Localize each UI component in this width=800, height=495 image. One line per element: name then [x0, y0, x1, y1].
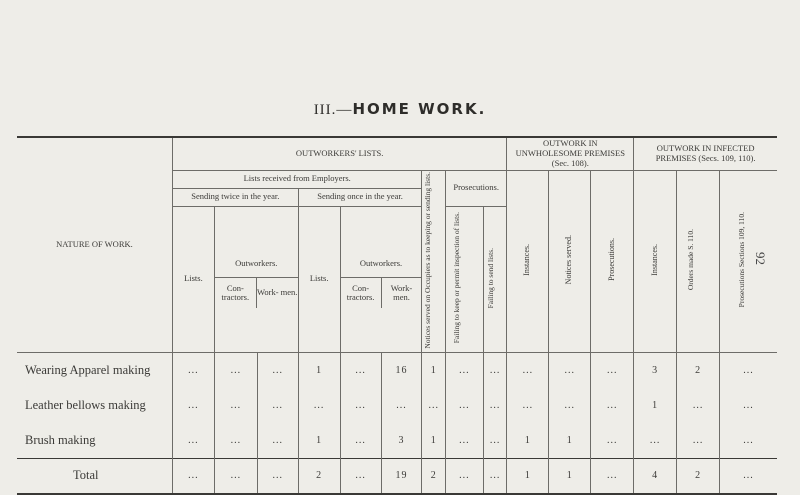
total-label: Total: [17, 458, 172, 494]
cell: ...: [445, 423, 483, 459]
cell: ...: [591, 352, 634, 388]
cell: ...: [422, 388, 446, 423]
cell: 2: [298, 458, 340, 494]
row-label: Brush making: [17, 423, 172, 459]
cell: 1: [634, 388, 677, 423]
cell: ...: [214, 352, 257, 388]
cell: ...: [483, 352, 507, 388]
page-title: [0, 100, 800, 119]
section-number: III.—: [313, 102, 353, 118]
outworkers-once-header: Outworkers. Con- tractors. Work- men.: [340, 206, 422, 352]
cell: ...: [591, 458, 634, 494]
cell: 2: [677, 458, 720, 494]
cell: 1: [507, 458, 549, 494]
cell: ...: [634, 423, 677, 459]
cell: ...: [381, 388, 422, 423]
lists-twice-header: Lists.: [172, 206, 214, 352]
cell: 1: [298, 352, 340, 388]
notices-served-header: Notices served.: [549, 170, 591, 352]
cell: 19: [381, 458, 422, 494]
cell: 2: [677, 352, 720, 388]
cell: ...: [257, 423, 298, 459]
cell: 1: [549, 458, 591, 494]
notices-served-occupiers-header: Notices served on Occupiers as to keeping or sending lists.: [422, 170, 446, 352]
sending-twice-header: Sending twice in the year.: [172, 188, 298, 206]
cell: ...: [172, 352, 214, 388]
cell: ...: [445, 352, 483, 388]
cell: 16: [381, 352, 422, 388]
cell: 2: [422, 458, 446, 494]
cell: ...: [483, 388, 507, 423]
nature-of-work-header: NATURE OF WORK.: [17, 137, 172, 352]
row-label: Leather bellows making: [17, 388, 172, 423]
prosecutions-header: Prosecutions.: [445, 170, 506, 206]
cell: ...: [720, 458, 777, 494]
cell: ...: [591, 423, 634, 459]
cell: ...: [677, 423, 720, 459]
cell: ...: [257, 388, 298, 423]
cell: 4: [634, 458, 677, 494]
failing-send-header: Failing to send lists.: [483, 206, 507, 352]
outworkers-twice-header: Outworkers. Con- tractors. Work- men.: [214, 206, 298, 352]
outworkers-lists-header: OUTWORKERS' LISTS.: [172, 137, 506, 170]
prosecutions-sections-header: Prosecutions Sections 109, 110.: [720, 170, 777, 352]
cell: ...: [172, 423, 214, 459]
orders-made-header: Orders made S. 110.: [677, 170, 720, 352]
unwholesome-premises-header: OUTWORK IN UNWHOLESOME PREMISES (Sec. 108).: [507, 137, 634, 170]
sending-once-header: Sending once in the year.: [298, 188, 422, 206]
cell: ...: [172, 388, 214, 423]
total-row: [17, 458, 777, 494]
instances-header-unwholesome: Instances.: [507, 170, 549, 352]
table-row: [17, 388, 777, 423]
cell: ...: [549, 352, 591, 388]
cell: ...: [445, 458, 483, 494]
failing-keep-header: Failing to keep or permit inspection of lists.: [445, 206, 483, 352]
prosecutions-header-unwholesome: Prosecutions.: [591, 170, 634, 352]
table-row: [17, 423, 777, 459]
instances-header-infected: Instances.: [634, 170, 677, 352]
cell: ...: [591, 388, 634, 423]
lists-once-header: Lists.: [298, 206, 340, 352]
cell: ...: [340, 352, 381, 388]
cell: 1: [298, 423, 340, 459]
cell: 3: [381, 423, 422, 459]
cell: ...: [507, 388, 549, 423]
cell: ...: [340, 388, 381, 423]
cell: ...: [720, 423, 777, 459]
cell: ...: [445, 388, 483, 423]
lists-received-header: Lists received from Employers.: [172, 170, 422, 188]
cell: ...: [172, 458, 214, 494]
cell: 1: [507, 423, 549, 459]
cell: ...: [214, 388, 257, 423]
cell: 1: [422, 423, 446, 459]
cell: ...: [483, 458, 507, 494]
cell: ...: [257, 352, 298, 388]
table-row: [17, 352, 777, 388]
cell: ...: [720, 388, 777, 423]
cell: 3: [634, 352, 677, 388]
section-title: HOME WORK.: [352, 100, 487, 118]
row-label: Wearing Apparel making: [17, 352, 172, 388]
home-work-table: [17, 136, 777, 495]
cell: ...: [677, 388, 720, 423]
page-number: 92: [753, 252, 768, 265]
cell: ...: [298, 388, 340, 423]
cell: ...: [340, 423, 381, 459]
cell: ...: [549, 388, 591, 423]
cell: ...: [507, 352, 549, 388]
cell: ...: [720, 352, 777, 388]
cell: ...: [340, 458, 381, 494]
infected-premises-header: OUTWORK IN INFECTED PREMISES (Secs. 109, 110).: [634, 137, 777, 170]
cell: ...: [257, 458, 298, 494]
cell: 1: [549, 423, 591, 459]
cell: ...: [483, 423, 507, 459]
cell: 1: [422, 352, 446, 388]
cell: ...: [214, 423, 257, 459]
cell: ...: [214, 458, 257, 494]
